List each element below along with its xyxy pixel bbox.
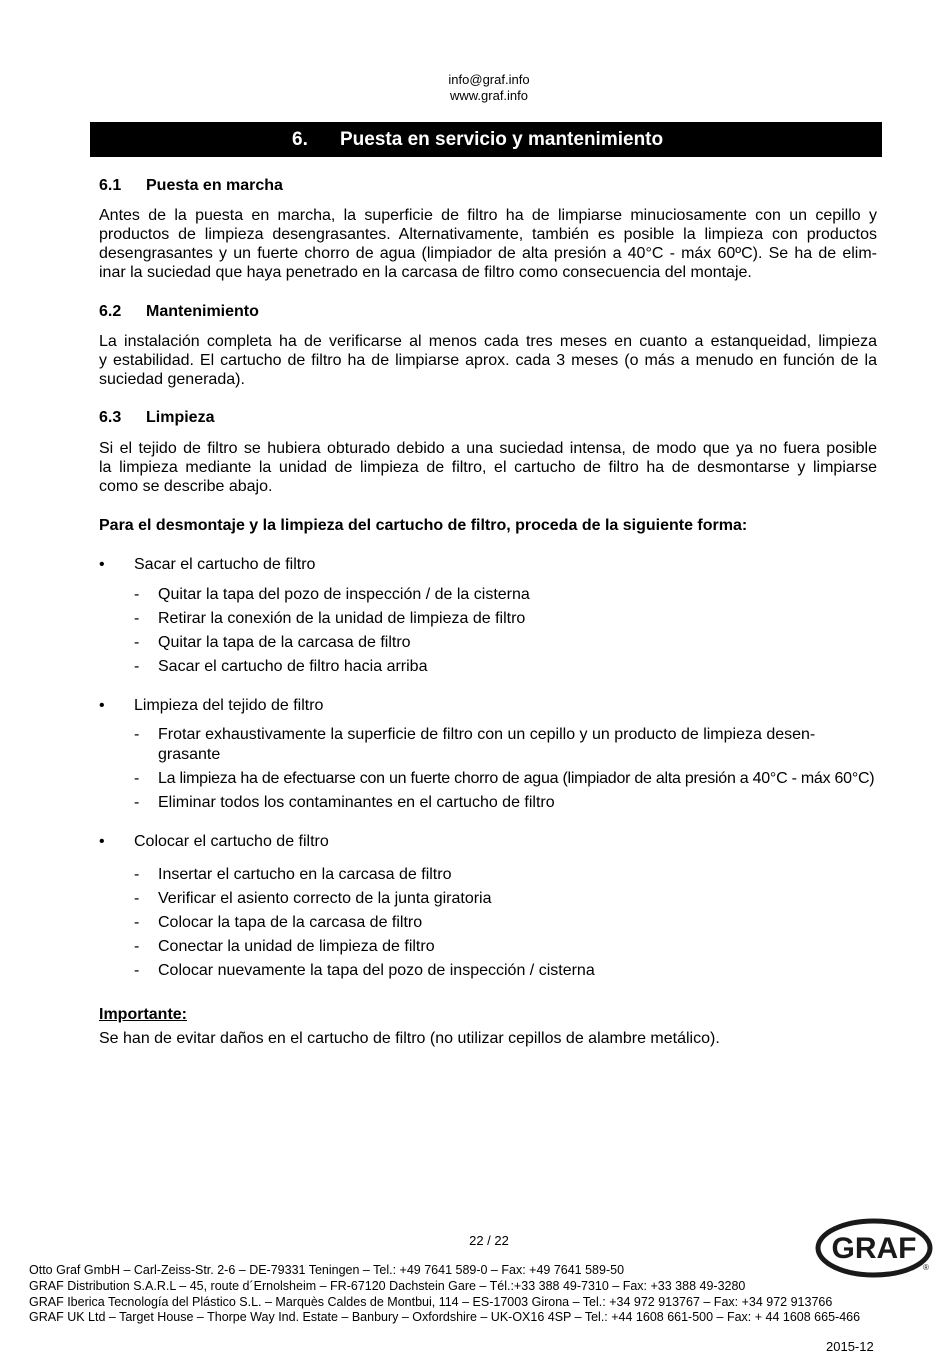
footer-address-line: GRAF Distribution S.A.R.L – 45, route d´Ernolsheim – FR-67120 Dachstein Gare – Tél.:+33 388 49-7310 – Fax: +33 388 49-3280: [29, 1279, 746, 1293]
procedure-intro: Para el desmontaje y la limpieza del cartucho de filtro, proceda de la siguiente forma:: [99, 517, 748, 534]
bullet-icon: •: [99, 556, 105, 573]
paragraph-line: productos de limpieza desengrasantes. Alternativamente, también es posible la limpieza con productos: [99, 226, 877, 243]
sub-item: [0, 609, 950, 628]
logo-registered-mark: ®: [923, 1263, 929, 1272]
sub-item-text: Colocar la tapa de la carcasa de filtro: [158, 914, 423, 931]
footer-address-line: Otto Graf GmbH – Carl-Zeiss-Str. 2-6 – DE-79331 Teningen – Tel.: +49 7641 589-0 – Fax: +49 7641 589-50: [29, 1263, 625, 1277]
sub-item-text: Eliminar todos los contaminantes en el cartucho de filtro: [158, 794, 555, 811]
bullet-item: [0, 696, 950, 716]
heading-text: Mantenimiento: [146, 303, 259, 320]
footer-address-line: GRAF UK Ltd – Target House – Thorpe Way Ind. Estate – Banbury – Oxfordshire – UK-OX16 4SP – Tel.: +44 1608 661-500 – Fax: + 44 1608 665-466: [29, 1310, 861, 1324]
heading-text: Puesta en marcha: [146, 177, 283, 194]
dash-icon: -: [134, 770, 140, 787]
dash-icon: -: [134, 794, 140, 811]
section-title-bar: [90, 122, 882, 157]
heading-6-2: [99, 302, 259, 322]
section-number: 6.: [292, 129, 308, 150]
bullet-item: [0, 555, 950, 575]
heading-number: 6.1: [99, 177, 122, 194]
paragraph-line: Si el tejido de filtro se hubiera obturado debido a una suciedad intensa, de modo que ya no fuera posible: [99, 440, 877, 457]
heading-text: Limpieza: [146, 409, 215, 426]
bullet-label: Limpieza del tejido de filtro: [134, 697, 324, 714]
heading-number: 6.3: [99, 409, 122, 426]
graf-logo: [815, 1218, 935, 1285]
section-title: Puesta en servicio y mantenimiento: [340, 129, 664, 150]
sub-item-text: La limpieza ha de efectuarse con un fuerte chorro de agua (limpiador de alta presión a 40°C - máx 60°C): [158, 770, 875, 787]
dash-icon: -: [134, 658, 140, 675]
sub-item-text: Insertar el cartucho en la carcasa de filtro: [158, 866, 452, 883]
logo-text: GRAF: [831, 1232, 917, 1265]
paragraph-6-1: [99, 206, 877, 282]
bullet-label: Colocar el cartucho de filtro: [134, 833, 329, 850]
dash-icon: -: [134, 962, 140, 979]
footer-address-line: GRAF Iberica Tecnología del Plástico S.L. – Marquès Caldes de Montbui, 114 – ES-17003 Girona – Tel.: +34 972 913767 – Fax: +34 972 913766: [29, 1295, 833, 1309]
sub-item: [0, 937, 950, 956]
important-label: Importante:: [99, 1006, 187, 1023]
sub-item-text: Conectar la unidad de limpieza de filtro: [158, 938, 435, 955]
paragraph-6-2: [99, 332, 877, 389]
header-website: www.graf.info: [449, 88, 529, 103]
dash-icon: -: [134, 866, 140, 883]
dash-icon: -: [134, 726, 140, 743]
sub-item-continuation: [0, 745, 950, 764]
sub-item: [0, 961, 950, 980]
page-number: 22 / 22: [469, 1233, 509, 1248]
dash-icon: -: [134, 890, 140, 907]
paragraph-line: suciedad generada).: [99, 371, 245, 388]
footer-date: 2015-12: [826, 1339, 874, 1354]
paragraph-6-3: [99, 439, 877, 496]
bullet-icon: •: [99, 697, 105, 714]
paragraph-line: desengrasantes y un fuerte chorro de agua (limpiador de alta presión a 40°C - máx 60ºC). Se ha de elim-: [99, 245, 877, 262]
bullet-label: Sacar el cartucho de filtro: [134, 556, 316, 573]
paragraph-line: La instalación completa ha de verificarse al menos cada tres meses en cuanto a estanqueidad, limpieza: [99, 333, 877, 350]
sub-item-text: Frotar exhaustivamente la superficie de filtro con un cepillo y un producto de limpieza desen-: [158, 726, 816, 743]
dash-icon: -: [134, 914, 140, 931]
dash-icon: -: [134, 938, 140, 955]
sub-item: [0, 913, 950, 932]
paragraph-line: Antes de la puesta en marcha, la superficie de filtro ha de limpiarse minuciosamente con un cepillo y: [99, 207, 877, 224]
bullet-icon: •: [99, 833, 105, 850]
sub-item-text: Sacar el cartucho de filtro hacia arriba: [158, 658, 428, 675]
heading-6-1: [99, 176, 283, 196]
paragraph-line: la limpieza mediante la unidad de limpieza de filtro, el cartucho de filtro ha de desmontarse y limpiarse: [99, 459, 877, 476]
sub-item: [0, 585, 950, 604]
dash-icon: -: [134, 634, 140, 651]
bullet-item: [0, 832, 950, 852]
paragraph-line: inar la suciedad que haya penetrado en la carcasa de filtro como consecuencia del montaje.: [99, 264, 752, 281]
important-text: Se han de evitar daños en el cartucho de filtro (no utilizar cepillos de alambre metálico).: [99, 1030, 720, 1047]
sub-item-text: Verificar el asiento correcto de la junta giratoria: [158, 890, 492, 907]
sub-item: [0, 865, 950, 884]
sub-item-text: grasante: [158, 746, 221, 763]
paragraph-line: y estabilidad. El cartucho de filtro ha de limpiarse aprox. cada 3 meses (o más a menudo en función de la: [99, 352, 877, 369]
dash-icon: -: [134, 586, 140, 603]
header-email: info@graf.info: [448, 72, 530, 87]
sub-item: [0, 657, 950, 676]
sub-item: [0, 633, 950, 652]
paragraph-line: como se describe abajo.: [99, 478, 273, 495]
heading-number: 6.2: [99, 303, 122, 320]
sub-item: [0, 889, 950, 908]
sub-item: [0, 769, 950, 788]
sub-item-text: Colocar nuevamente la tapa del pozo de inspección / cisterna: [158, 962, 595, 979]
sub-item-text: Quitar la tapa de la carcasa de filtro: [158, 634, 411, 651]
sub-item-text: Retirar la conexión de la unidad de limpieza de filtro: [158, 610, 526, 627]
dash-icon: -: [134, 610, 140, 627]
sub-item-text: Quitar la tapa del pozo de inspección / de la cisterna: [158, 586, 530, 603]
sub-item: [0, 725, 950, 744]
sub-item: [0, 793, 950, 812]
heading-6-3: [99, 408, 214, 428]
